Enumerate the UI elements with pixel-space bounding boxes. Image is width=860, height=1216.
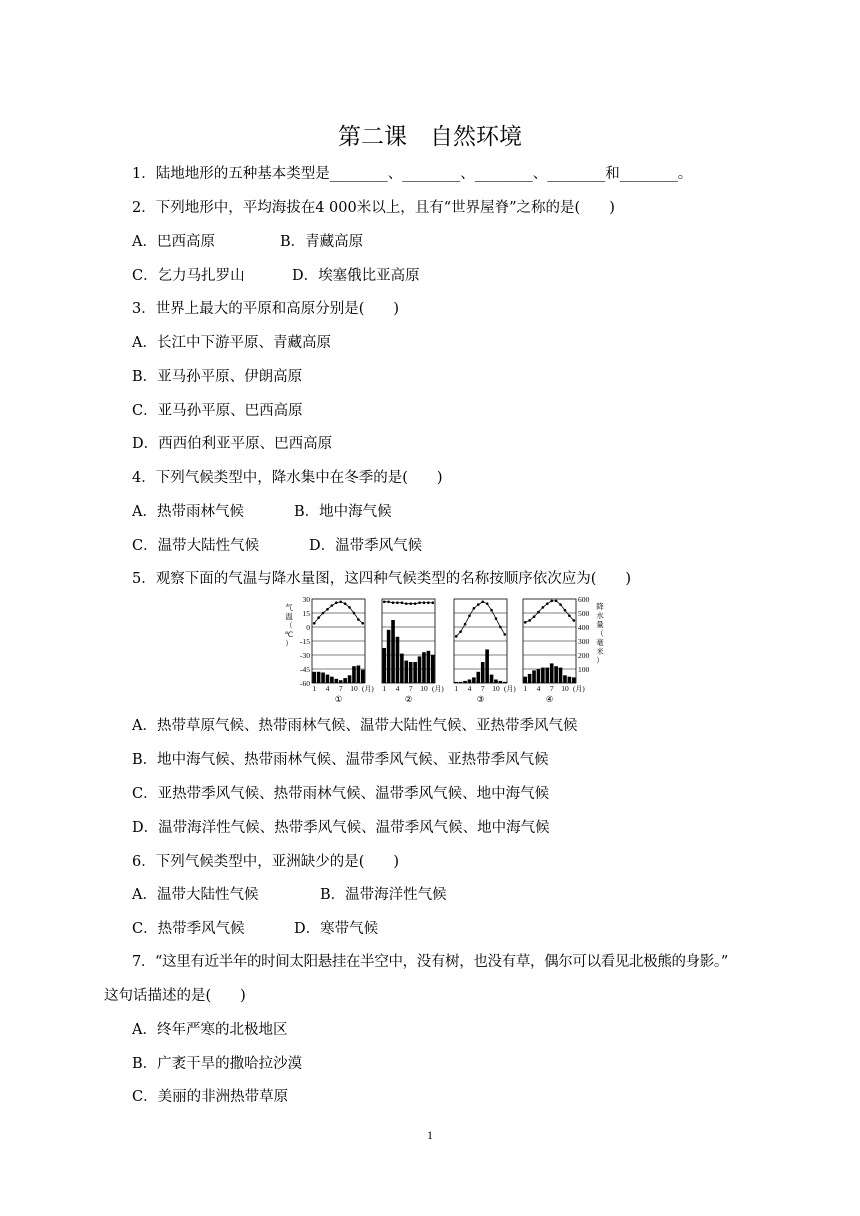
precipitation-axis-label-char: 水 bbox=[596, 611, 604, 620]
precipitation-bar bbox=[459, 682, 463, 683]
month-tick-label: 7 bbox=[408, 684, 413, 693]
temperature-line bbox=[384, 602, 433, 604]
precipitation-bar bbox=[431, 655, 435, 683]
temperature-point bbox=[348, 606, 351, 609]
question-3-option-d: D．西西伯利亚平原、巴西高原 bbox=[132, 436, 333, 452]
month-unit-label: (月) bbox=[362, 685, 374, 693]
precipitation-bar bbox=[413, 662, 417, 683]
temperature-point bbox=[326, 608, 329, 611]
chart-number-label: ④ bbox=[545, 694, 554, 704]
temperature-point bbox=[335, 601, 338, 604]
precipitation-bar bbox=[400, 654, 404, 683]
precipitation-bar bbox=[528, 674, 532, 683]
option-b: B．温带海洋性气候 bbox=[320, 887, 447, 903]
temperature-point bbox=[387, 601, 390, 604]
precipitation-bar bbox=[559, 668, 563, 683]
precipitation-bar bbox=[330, 677, 334, 683]
temperature-point bbox=[503, 633, 506, 636]
precipitation-bar bbox=[550, 663, 554, 683]
month-tick-label: 1 bbox=[382, 684, 387, 693]
question-7-option-b: B．广袤干旱的撒哈拉沙漠 bbox=[132, 1056, 303, 1072]
precipitation-bar bbox=[476, 672, 480, 683]
precipitation-bar bbox=[532, 670, 536, 683]
question-7-stem-line2: 这句话描述的是( ) bbox=[104, 988, 246, 1004]
temperature-point bbox=[396, 601, 399, 604]
precipitation-bar bbox=[396, 637, 400, 683]
question-5-option-b: B．地中海气候、热带雨林气候、温带季风气候、亚热带季风气候 bbox=[132, 752, 549, 768]
climate-chart-2 bbox=[382, 599, 444, 704]
precipitation-bar bbox=[485, 649, 489, 683]
precipitation-axis-label-char: 米 bbox=[596, 647, 604, 656]
temperature-point bbox=[464, 623, 467, 626]
question-1: 1．陆地地形的五种基本类型是________、________、________、________和________。 bbox=[132, 166, 693, 182]
temperature-axis-label-char: ℃ bbox=[284, 630, 294, 639]
temperature-point bbox=[481, 601, 484, 604]
precipitation-tick-label: 100 bbox=[578, 665, 590, 674]
option-d: D．温带季风气候 bbox=[309, 538, 423, 554]
question-2-stem: 2．下列地形中，平均海拔在4 000米以上，且有“世界屋脊”之称的是( ) bbox=[132, 200, 615, 216]
precipitation-bar bbox=[454, 682, 458, 683]
temperature-point bbox=[550, 600, 553, 603]
month-tick-label: 10 bbox=[420, 684, 428, 693]
precipitation-bar bbox=[545, 668, 549, 683]
precipitation-bar bbox=[481, 662, 485, 683]
precipitation-tick-label: 600 bbox=[578, 595, 590, 604]
question-7-option-a: A．终年严寒的北极地区 bbox=[132, 1022, 288, 1038]
month-tick-label: 7 bbox=[338, 684, 343, 693]
temperature-point bbox=[331, 604, 334, 607]
temperature-point bbox=[542, 606, 545, 609]
precipitation-tick-label: 200 bbox=[578, 651, 590, 660]
month-unit-label: (月) bbox=[573, 685, 585, 693]
precipitation-bar bbox=[541, 668, 545, 683]
precipitation-bar bbox=[523, 677, 527, 683]
precipitation-bar bbox=[352, 666, 356, 683]
temperature-tick-label: 0 bbox=[306, 623, 310, 632]
temperature-point bbox=[431, 601, 434, 604]
temperature-line bbox=[456, 602, 505, 637]
option-a: A．热带雨林气候 bbox=[132, 504, 244, 520]
month-tick-label: 1 bbox=[523, 684, 528, 693]
page-title: 第二课 自然环境 bbox=[338, 124, 522, 150]
option-b: B．青藏高原 bbox=[280, 234, 364, 250]
question-4-options-cd bbox=[132, 536, 422, 556]
temperature-point bbox=[555, 600, 558, 603]
precipitation-bar bbox=[382, 648, 386, 683]
temperature-axis-label-char: 温 bbox=[285, 612, 293, 621]
month-tick-label: 1 bbox=[454, 684, 459, 693]
precipitation-bar bbox=[348, 675, 352, 683]
climate-charts bbox=[270, 594, 610, 706]
temperature-point bbox=[361, 622, 364, 625]
precipitation-axis-label-char: 量 bbox=[596, 620, 604, 629]
month-unit-label: (月) bbox=[432, 685, 444, 693]
option-d: D．寒带气候 bbox=[294, 921, 379, 937]
temperature-tick-label: 30 bbox=[302, 595, 310, 604]
chart-number-label: ② bbox=[404, 694, 413, 704]
precipitation-bar bbox=[554, 666, 558, 683]
month-tick-label: 10 bbox=[350, 684, 358, 693]
question-5-stem: 5．观察下面的气温与降水量图，这四种气候类型的名称按顺序依次应为( ) bbox=[132, 571, 632, 587]
temperature-point bbox=[322, 612, 325, 615]
question-3-option-b: B．亚马孙平原、伊朗高原 bbox=[132, 369, 303, 385]
temperature-point bbox=[468, 615, 471, 618]
month-tick-label: 4 bbox=[325, 684, 330, 693]
precipitation-bar bbox=[418, 656, 422, 683]
question-3-stem: 3．世界上最大的平原和高原分别是( ) bbox=[132, 301, 400, 317]
question-2-options-ab bbox=[132, 232, 363, 252]
precipitation-bar bbox=[472, 677, 476, 683]
temperature-axis-label-char: 气 bbox=[285, 603, 293, 612]
temperature-point bbox=[486, 602, 489, 605]
temperature-point bbox=[499, 626, 502, 629]
precipitation-bar bbox=[317, 672, 321, 683]
precipitation-bar bbox=[404, 661, 408, 683]
temperature-point bbox=[383, 601, 386, 604]
question-3-option-c: C．亚马孙平原、巴西高原 bbox=[132, 403, 303, 419]
temperature-point bbox=[568, 615, 571, 618]
precipitation-axis-label-char: 降 bbox=[596, 602, 604, 611]
question-5-option-a: A．热带草原气候、热带雨林气候、温带大陆性气候、亚热带季风气候 bbox=[132, 718, 578, 734]
precipitation-bar bbox=[490, 675, 494, 683]
precipitation-bar bbox=[568, 677, 572, 683]
precipitation-bar bbox=[343, 678, 347, 683]
precipitation-bar bbox=[463, 681, 467, 683]
precipitation-bar bbox=[468, 680, 472, 684]
month-tick-label: 4 bbox=[536, 684, 541, 693]
question-2-options-cd bbox=[132, 266, 420, 286]
temperature-point bbox=[405, 602, 408, 605]
temperature-tick-label: -45 bbox=[300, 665, 310, 674]
temperature-point bbox=[344, 602, 347, 605]
precipitation-bar bbox=[334, 679, 338, 683]
chart-number-label: ③ bbox=[476, 694, 485, 704]
month-tick-label: 4 bbox=[467, 684, 472, 693]
question-7-stem-line1: 7．“这里有近半年的时间太阳悬挂在半空中，没有树，也没有草，偶尔可以看见北极熊的身影。” bbox=[132, 954, 728, 970]
precipitation-bar bbox=[361, 670, 365, 683]
question-7-option-c: C．美丽的非洲热带草原 bbox=[132, 1089, 289, 1105]
option-b: B．地中海气候 bbox=[294, 504, 392, 520]
temperature-point bbox=[546, 602, 549, 605]
temperature-point bbox=[495, 617, 498, 620]
temperature-point bbox=[317, 616, 320, 619]
question-5-option-d: D．温带海洋性气候、热带季风气候、温带季风气候、地中海气候 bbox=[132, 820, 550, 836]
climate-chart-4 bbox=[523, 599, 585, 704]
temperature-point bbox=[313, 622, 316, 625]
question-3-option-a: A．长江中下游平原、青藏高原 bbox=[132, 335, 331, 351]
chart-number-label: ① bbox=[334, 694, 343, 704]
precipitation-bar bbox=[357, 666, 361, 684]
temperature-point bbox=[459, 630, 462, 633]
temperature-point bbox=[392, 601, 395, 604]
temperature-point bbox=[401, 601, 404, 604]
temperature-point bbox=[564, 609, 567, 612]
precipitation-axis-label-char: 毫 bbox=[596, 638, 604, 647]
precipitation-bar bbox=[494, 680, 498, 684]
temperature-point bbox=[533, 615, 536, 618]
question-6-options-ab bbox=[132, 885, 447, 905]
precipitation-tick-label: 300 bbox=[578, 637, 590, 646]
climate-chart-3 bbox=[454, 599, 516, 704]
precipitation-bar bbox=[503, 682, 507, 683]
precipitation-axis-label-char: ） bbox=[596, 656, 604, 665]
month-tick-label: 7 bbox=[549, 684, 554, 693]
temperature-point bbox=[524, 621, 527, 624]
temperature-point bbox=[455, 635, 458, 638]
precipitation-bar bbox=[572, 677, 576, 683]
temperature-point bbox=[528, 619, 531, 622]
temperature-point bbox=[409, 602, 412, 605]
month-tick-label: 10 bbox=[561, 684, 569, 693]
temperature-axis-label-char: （ bbox=[285, 621, 293, 630]
temperature-point bbox=[414, 602, 417, 605]
temperature-point bbox=[477, 603, 480, 606]
temperature-tick-label: -60 bbox=[300, 679, 310, 688]
temperature-point bbox=[353, 612, 356, 615]
page-number: 1 bbox=[427, 1128, 433, 1142]
option-c: C．乞力马扎罗山 bbox=[132, 268, 245, 284]
question-6-stem: 6．下列气候类型中，亚洲缺少的是( ) bbox=[132, 854, 400, 870]
question-5-option-c: C．亚热带季风气候、热带雨林气候、温带季风气候、地中海气候 bbox=[132, 786, 550, 802]
month-tick-label: 1 bbox=[312, 684, 317, 693]
precipitation-bar bbox=[409, 662, 413, 683]
temperature-point bbox=[418, 601, 421, 604]
temperature-tick-label: 15 bbox=[302, 609, 310, 618]
precipitation-bar bbox=[312, 672, 316, 683]
precipitation-bar bbox=[422, 652, 426, 683]
temperature-point bbox=[357, 618, 360, 621]
temperature-point bbox=[490, 609, 493, 612]
month-unit-label: (月) bbox=[504, 685, 516, 693]
temperature-tick-label: -30 bbox=[300, 651, 310, 660]
question-6-options-cd bbox=[132, 919, 378, 939]
climate-chart-1 bbox=[312, 599, 374, 704]
precipitation-axis-label-char: （ bbox=[596, 629, 604, 638]
temperature-point bbox=[572, 619, 575, 622]
precipitation-bar bbox=[563, 675, 567, 683]
precipitation-bar bbox=[339, 680, 343, 683]
temperature-point bbox=[423, 601, 426, 604]
precipitation-bar bbox=[326, 675, 330, 683]
temperature-tick-label: -15 bbox=[300, 637, 310, 646]
precipitation-tick-label: 400 bbox=[578, 623, 590, 632]
temperature-line bbox=[525, 601, 574, 622]
temperature-line bbox=[314, 602, 363, 623]
option-d: D．埃塞俄比亚高原 bbox=[292, 268, 420, 284]
temperature-point bbox=[339, 601, 342, 604]
temperature-point bbox=[559, 603, 562, 606]
month-tick-label: 7 bbox=[480, 684, 485, 693]
month-tick-label: 4 bbox=[395, 684, 400, 693]
precipitation-bar bbox=[321, 673, 325, 684]
precipitation-bar bbox=[499, 681, 503, 683]
temperature-axis-label-char: ） bbox=[285, 639, 293, 648]
month-tick-label: 10 bbox=[492, 684, 500, 693]
option-a: A．巴西高原 bbox=[132, 234, 215, 250]
precipitation-bar bbox=[387, 630, 391, 683]
precipitation-bar bbox=[427, 651, 431, 683]
temperature-point bbox=[537, 611, 540, 614]
precipitation-tick-label: 500 bbox=[578, 609, 590, 618]
option-a: A．温带大陆性气候 bbox=[132, 887, 259, 903]
option-c: C．温带大陆性气候 bbox=[132, 538, 260, 554]
temperature-point bbox=[473, 607, 476, 610]
option-c: C．热带季风气候 bbox=[132, 921, 245, 937]
question-4-options-ab bbox=[132, 502, 392, 522]
question-4-stem: 4．下列气候类型中，降水集中在冬季的是( ) bbox=[132, 470, 443, 486]
temperature-point bbox=[427, 601, 430, 604]
precipitation-bar bbox=[391, 620, 395, 683]
precipitation-bar bbox=[537, 669, 541, 683]
